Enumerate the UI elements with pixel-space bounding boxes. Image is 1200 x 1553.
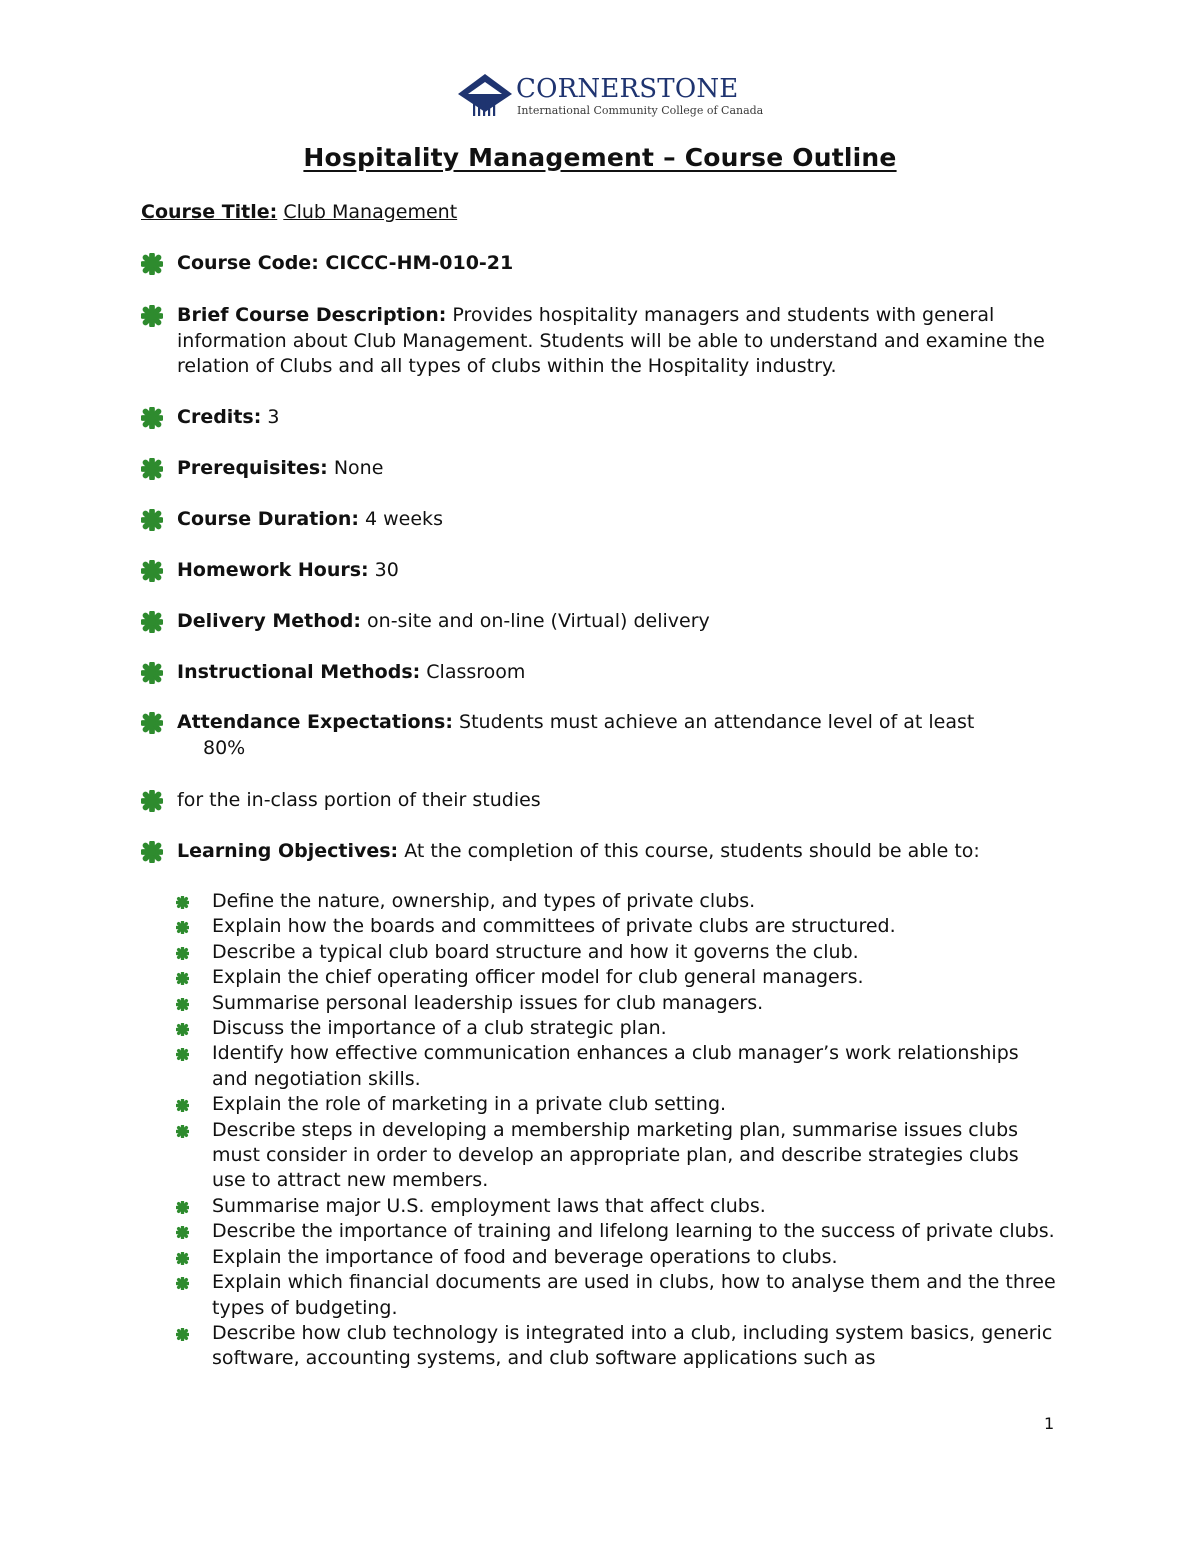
field-value: 3	[267, 406, 280, 428]
field-label: Prerequisites:	[177, 457, 328, 479]
objective-text: Explain which financial documents are used in clubs, how to analyse them and the three types of budgeting.	[212, 1271, 1056, 1319]
field-value: 30	[374, 559, 399, 581]
objective-text: Discuss the importance of a club strategic plan.	[212, 1017, 667, 1040]
objective-text: Identify how effective communication enhances a club manager’s work relationships and negotiation skills.	[212, 1042, 1019, 1090]
asterisk-bullet-icon	[176, 921, 189, 934]
objective-item	[176, 1041, 1056, 1092]
field-label: Delivery Method:	[177, 610, 361, 632]
field-label: Course Code: CICCC-HM-010-21	[177, 252, 514, 274]
field-value: on-site and on-line (Virtual) delivery	[367, 610, 710, 632]
objective-text: Explain the role of marketing in a private club setting.	[212, 1093, 727, 1116]
asterisk-bullet-icon	[141, 253, 163, 275]
field-value: None	[333, 457, 384, 479]
objective-item	[176, 1321, 1056, 1372]
asterisk-bullet-icon	[176, 896, 189, 909]
field-label: Credits:	[177, 406, 262, 428]
objective-text: Explain how the boards and committees of private clubs are structured.	[212, 915, 896, 938]
asterisk-bullet-icon	[141, 407, 163, 429]
asterisk-bullet-icon	[141, 560, 163, 582]
asterisk-bullet-icon	[176, 1328, 189, 1341]
course-title-value: Club Management	[283, 201, 458, 223]
asterisk-bullet-icon	[141, 509, 163, 531]
college-logo	[456, 72, 764, 122]
field-label: Course Duration:	[177, 508, 359, 530]
objective-item	[176, 1092, 1056, 1117]
asterisk-bullet-icon	[141, 712, 163, 734]
objective-text: Describe how club technology is integrated into a club, including system basics, generic software, accounting systems, and club software applications such as	[212, 1321, 1053, 1370]
field-continuation: 80%	[203, 736, 246, 759]
asterisk-bullet-icon	[176, 1099, 189, 1112]
asterisk-bullet-icon	[141, 662, 163, 684]
logo-subtitle: International Community College of Canada	[517, 104, 764, 117]
objective-item	[176, 940, 1056, 965]
asterisk-bullet-icon	[141, 611, 163, 633]
asterisk-bullet-icon	[176, 947, 189, 960]
objective-item	[176, 1270, 1056, 1321]
objective-item	[176, 991, 1056, 1016]
logo-name: CORNERSTONE	[516, 74, 739, 104]
objective-item	[176, 1016, 1056, 1041]
objective-text: Describe the importance of training and lifelong learning to the success of private clubs.	[212, 1220, 1055, 1243]
objective-item	[176, 1245, 1056, 1270]
field-value: Provides hospitality managers and students with general information about Club Management. Students will be able to understand and examine the relation of Clubs and all types of clubs within the Hospitality industry.	[177, 304, 1045, 377]
asterisk-bullet-icon	[141, 305, 163, 327]
asterisk-bullet-icon	[141, 841, 163, 863]
field-label: Brief Course Description:	[177, 304, 447, 326]
field-label: Homework Hours:	[177, 559, 369, 581]
field-value: At the completion of this course, students should be able to:	[404, 840, 980, 862]
page-number: 1	[1044, 1414, 1055, 1433]
asterisk-bullet-icon	[176, 1252, 189, 1265]
asterisk-bullet-icon	[176, 972, 189, 985]
asterisk-bullet-icon	[176, 1048, 189, 1061]
objective-text: Summarise personal leadership issues for club managers.	[212, 991, 764, 1014]
objective-text: Define the nature, ownership, and types of private clubs.	[212, 890, 756, 912]
asterisk-bullet-icon	[141, 790, 163, 812]
course-title-line	[141, 201, 457, 223]
objectives-list	[176, 889, 1056, 1372]
course-title-label: Course Title:	[141, 201, 278, 223]
asterisk-bullet-icon	[176, 998, 189, 1011]
field-label: Instructional Methods:	[177, 661, 421, 683]
objective-text: Explain the chief operating officer model for club general managers.	[212, 966, 864, 989]
asterisk-bullet-icon	[141, 458, 163, 480]
objective-item	[176, 914, 1056, 939]
field-label: Learning Objectives:	[177, 840, 399, 862]
field-label: Attendance Expectations:	[177, 711, 453, 733]
field-value: Students must achieve an attendance level of at least	[459, 711, 975, 733]
asterisk-bullet-icon	[176, 1201, 189, 1214]
objective-text: Describe a typical club board structure and how it governs the club.	[212, 940, 859, 963]
objective-item	[176, 889, 1056, 914]
asterisk-bullet-icon	[176, 1125, 189, 1138]
objective-text: Describe steps in developing a membership marketing plan, summarise issues clubs must consider in order to develop an appropriate plan, and describe strategies clubs use to attract new members.	[212, 1118, 1019, 1192]
objective-item	[176, 1194, 1056, 1219]
document-title: Hospitality Management – Course Outline	[303, 143, 897, 172]
cornerstone-logo-icon	[456, 72, 514, 120]
field-value: Classroom	[426, 661, 526, 683]
asterisk-bullet-icon	[176, 1226, 189, 1239]
asterisk-bullet-icon	[176, 1277, 189, 1290]
objective-item	[176, 965, 1056, 990]
objective-item	[176, 1118, 1056, 1194]
field-value: for the in-class portion of their studies	[177, 789, 541, 811]
objective-text: Explain the importance of food and beverage operations to clubs.	[212, 1245, 838, 1268]
objective-item	[176, 1219, 1056, 1244]
objective-text: Summarise major U.S. employment laws that affect clubs.	[212, 1194, 766, 1217]
asterisk-bullet-icon	[176, 1023, 189, 1036]
field-value: 4 weeks	[365, 508, 443, 530]
